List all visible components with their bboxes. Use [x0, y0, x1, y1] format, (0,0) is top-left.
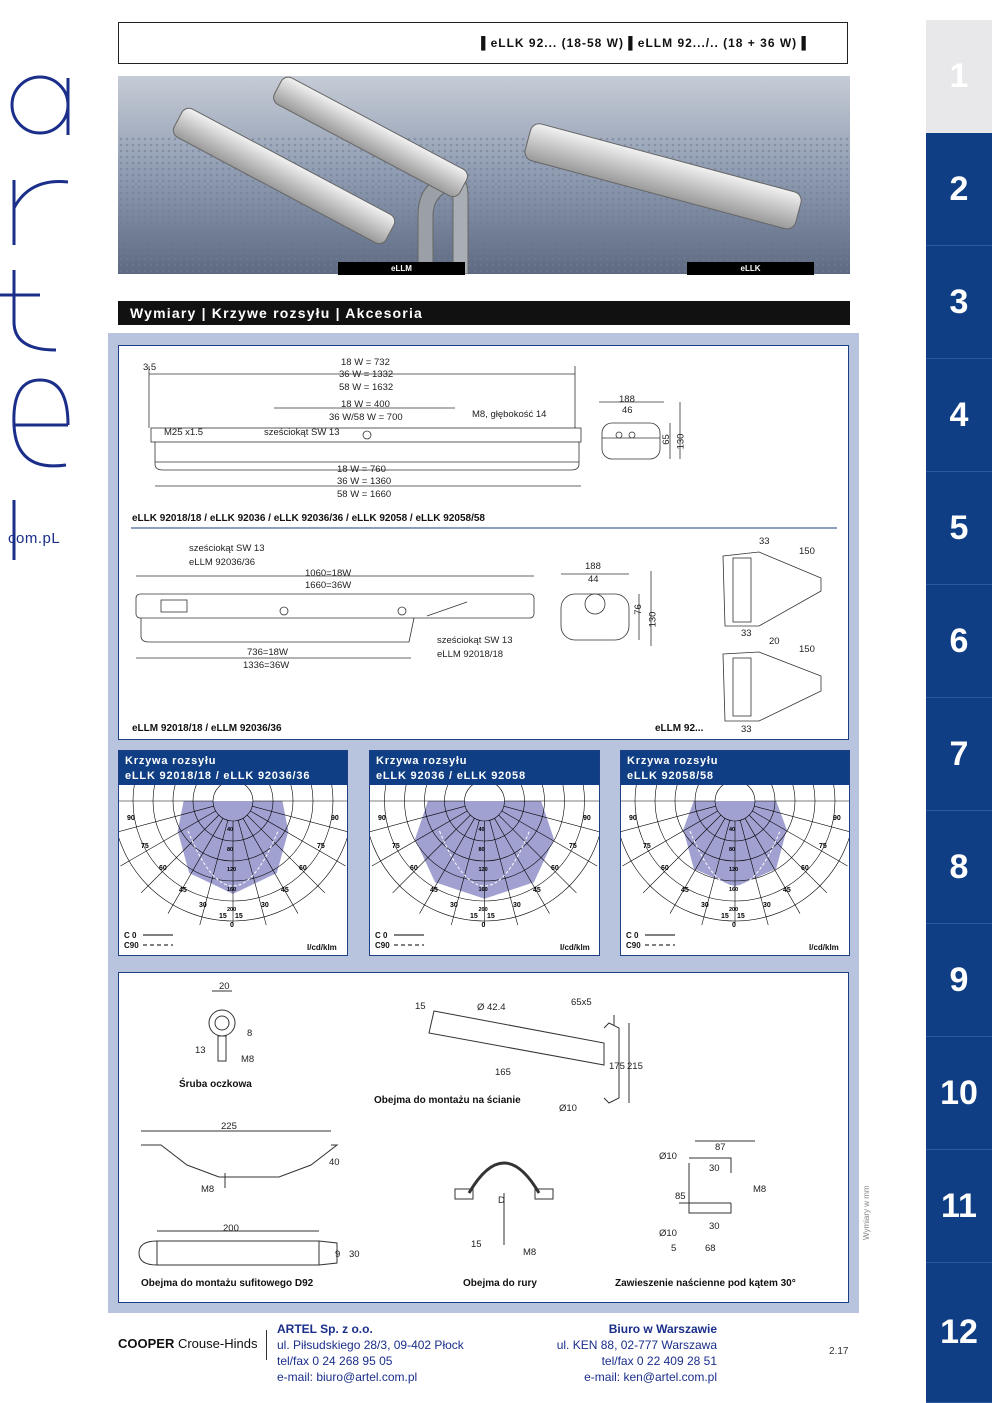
dim-length-1c: 58 W = 1632	[339, 382, 394, 393]
dim-mid-len1a: 1060=18W	[305, 568, 352, 579]
wall-dim-215: 215	[627, 1061, 643, 1072]
angle-dim-m8: M8	[753, 1184, 767, 1195]
dim-side-46: 46	[622, 405, 633, 416]
company-name: ARTEL Sp. z o.o.	[277, 1322, 373, 1336]
screw-label: Śruba oczkowa	[179, 1079, 252, 1090]
dim-detail-150a: 150	[799, 546, 815, 557]
curve-box-1	[118, 750, 348, 956]
dim-mid-130: 130	[647, 611, 659, 628]
radial-label: 200	[478, 907, 488, 913]
angle-label: 30	[450, 902, 458, 909]
screw-dim-8: 8	[247, 1028, 253, 1039]
angle-label: 90	[833, 815, 841, 822]
angle-dim-30b: 30	[709, 1221, 720, 1232]
angle-label: 90	[583, 815, 591, 822]
angle-label: 90	[378, 815, 386, 822]
curve-model-2: eLLK 92036 / eLLK 92058	[376, 770, 526, 782]
angle-label: 15	[487, 913, 495, 920]
legend-c90-3: C90	[626, 941, 641, 950]
ceil-label: Obejma do montażu sufitowego D92	[141, 1278, 314, 1289]
angle-label: 15	[235, 913, 243, 920]
angle-label: 45	[430, 887, 438, 894]
angle-dim-85: 85	[675, 1191, 686, 1202]
dim-sw13: sześciokąt SW 13	[264, 427, 340, 438]
radial-label: 160	[478, 887, 488, 893]
company-phone: tel/fax 0 24 268 95 05	[277, 1354, 393, 1368]
polar-chart-3	[621, 785, 849, 955]
angle-label: 45	[179, 887, 187, 894]
pipe-dim-15: 15	[471, 1239, 482, 1250]
units-note: Wymiary w mm	[862, 1185, 871, 1240]
wall-dim-15: 15	[415, 1001, 426, 1012]
angle-label: 15	[219, 913, 227, 920]
tab-7[interactable]: 7	[926, 698, 992, 811]
tab-4[interactable]: 4	[926, 359, 992, 472]
angle-label: 75	[643, 843, 651, 850]
photo-tag-ellk: eLLK	[687, 262, 814, 275]
photo-tag-ellm: eLLM	[338, 262, 465, 275]
brand-crouse-hinds: Crouse-Hinds	[177, 1336, 258, 1351]
dim-mid-sw13a: sześciokąt SW 13	[189, 543, 265, 554]
angle-label: 75	[819, 843, 827, 850]
angle-label: 0	[230, 922, 234, 929]
radial-label: 80	[729, 847, 736, 853]
page-header	[118, 22, 848, 64]
pipe-label: Obejma do rury	[463, 1278, 537, 1289]
dim-length-3a: 18 W = 760	[337, 464, 386, 475]
tab-8[interactable]: 8	[926, 811, 992, 924]
dim-length-2b: 36 W/58 W = 700	[329, 412, 403, 423]
legend-c90-2: C90	[375, 941, 390, 950]
curve-box-2	[369, 750, 600, 956]
unit-2: I/cd/klm	[560, 943, 590, 952]
radial-label: 160	[729, 887, 739, 893]
tab-3[interactable]: 3	[926, 246, 992, 359]
curve-title-1: Krzywa rozsyłu	[125, 755, 217, 767]
unit-3: I/cd/klm	[809, 943, 839, 952]
tab-11[interactable]: 11	[926, 1150, 992, 1263]
angle-label: 75	[141, 843, 149, 850]
legend-c0-1: C 0	[124, 931, 137, 940]
tab-12[interactable]: 12	[926, 1263, 992, 1403]
angle-label: 45	[281, 887, 289, 894]
dim-side-188: 188	[619, 394, 635, 405]
company-email[interactable]: e-mail: biuro@artel.com.pl	[277, 1370, 418, 1384]
angle-label: 60	[801, 865, 809, 872]
dim-detail-33b: 33	[741, 628, 752, 639]
angle-label: 0	[481, 922, 486, 929]
legend-c0-3: C 0	[626, 931, 639, 940]
dim-length-2a: 18 W = 400	[341, 399, 390, 410]
pipe-dim-m8: M8	[523, 1247, 537, 1258]
radial-label: 160	[227, 887, 237, 893]
radial-label: 80	[478, 847, 485, 853]
dim-mid-len2a: 736=18W	[247, 647, 288, 658]
page-number: 2.17	[829, 1346, 849, 1357]
artel-logo	[0, 60, 100, 560]
angle-label: 45	[533, 887, 541, 894]
angle-label: 75	[569, 843, 577, 850]
angle-label: 15	[470, 913, 478, 920]
caption-ellk: eLLK 92018/18 / eLLK 92036 / eLLK 92036/36 / eLLK 92058 / eLLK 92058/58	[132, 513, 485, 524]
angle-label: 15	[737, 913, 745, 920]
angle-label: 45	[783, 887, 791, 894]
radial-label: 200	[227, 907, 237, 913]
angle-label: 0	[732, 922, 736, 929]
unit-1: I/cd/klm	[307, 943, 337, 952]
tab-5[interactable]: 5	[926, 472, 992, 585]
dim-mid-len2b: 1336=36W	[243, 660, 290, 671]
dim-m8: M8, głębokość 14	[472, 409, 547, 420]
angle-label: Zawieszenie naścienne pod kątem 30°	[615, 1278, 796, 1289]
dim-detail-150b: 150	[799, 644, 815, 655]
brand-cooper: COOPER	[118, 1336, 175, 1351]
curve-model-3: eLLK 92058/58	[627, 770, 714, 782]
tab-10[interactable]: 10	[926, 1037, 992, 1150]
angle-label: 75	[392, 843, 400, 850]
dim-mid-44: 44	[588, 574, 599, 585]
angle-label: 30	[199, 902, 207, 909]
curve-model-1: eLLK 92018/18 / eLLK 92036/36	[125, 770, 311, 782]
radial-label: 80	[227, 847, 234, 853]
tab-9[interactable]: 9	[926, 924, 992, 1037]
angle-label: 30	[261, 902, 269, 909]
radial-label: 120	[478, 867, 488, 873]
product-photo	[118, 76, 850, 274]
accessories-box	[118, 972, 849, 1303]
angle-label: 75	[317, 843, 325, 850]
angle-dim-5: 5	[671, 1243, 677, 1254]
radial-label: 200	[729, 907, 739, 913]
screw-dim-20: 20	[219, 981, 230, 992]
dim-side-130: 130	[675, 433, 687, 450]
accessory-drawings	[119, 973, 850, 1304]
tab-1[interactable]: 1	[926, 20, 992, 133]
angle-label: 30	[513, 902, 521, 909]
angle-label: 60	[410, 865, 418, 872]
angle-label: 30	[701, 902, 709, 909]
tab-6[interactable]: 6	[926, 585, 992, 698]
dim-detail-33c: 33	[741, 724, 752, 735]
dim-3-5: 3.5	[143, 362, 157, 373]
company-address: ul. Piłsudskiego 28/3, 09-402 Płock	[277, 1338, 464, 1352]
angle-label: 60	[551, 865, 559, 872]
angle-label: 90	[127, 815, 135, 822]
angle-dim-68: 68	[705, 1243, 716, 1254]
ceil-dim-40: 40	[329, 1157, 340, 1168]
curve-header-2	[370, 751, 599, 785]
angle-dim-d10a: Ø10	[659, 1151, 677, 1162]
dim-length-3c: 58 W = 1660	[337, 489, 392, 500]
curve-box-3	[620, 750, 850, 956]
wall-dim-65x5: 65x5	[571, 997, 592, 1008]
polar-chart-1	[119, 785, 347, 955]
dim-m25: M25 x1.5	[164, 427, 204, 438]
angle-label: 15	[721, 913, 729, 920]
dim-length-1a: 18 W = 732	[341, 357, 390, 368]
wall-dim-175: 175	[609, 1061, 625, 1072]
screw-dim-13: 13	[195, 1045, 206, 1056]
logo-subtext: com.pL	[8, 530, 61, 547]
dim-mid-76: 76	[632, 604, 644, 615]
dim-mid-model-b: eLLM 92018/18	[437, 649, 504, 660]
legend-c90-1: C90	[124, 941, 139, 950]
dim-mid-sw13b: sześciokąt SW 13	[437, 635, 513, 646]
dim-length-1b: 36 W = 1332	[339, 369, 394, 380]
angle-label: 90	[629, 815, 637, 822]
curve-title-3: Krzywa rozsyłu	[627, 755, 719, 767]
tab-2[interactable]: 2	[926, 133, 992, 246]
angle-label: 45	[681, 887, 689, 894]
ceil-dim-9: 9	[335, 1249, 341, 1260]
legend-c0-2: C 0	[375, 931, 388, 940]
angle-dim-30a: 30	[709, 1163, 720, 1174]
dim-detail-20: 20	[769, 636, 780, 647]
angle-label: 60	[299, 865, 307, 872]
radial-label: 120	[227, 867, 237, 873]
wall-label: Obejma do montażu na ścianie	[374, 1095, 521, 1106]
angle-dim-d10b: Ø10	[659, 1228, 677, 1239]
ceil-dim-200: 200	[223, 1223, 239, 1234]
angle-label: 90	[331, 815, 339, 822]
ceil-dim-m8: M8	[201, 1184, 215, 1195]
office-address: ul. KEN 88, 02-777 Warszawa	[556, 1338, 717, 1352]
dim-mid-len1b: 1660=36W	[305, 580, 352, 591]
office-email[interactable]: e-mail: ken@artel.com.pl	[584, 1370, 717, 1384]
angle-label: 60	[661, 865, 669, 872]
radial-label: 40	[729, 827, 736, 833]
radial-label: 40	[227, 827, 234, 833]
caption-ellm-detail: eLLM 92...	[655, 723, 704, 734]
wall-dim-d42: Ø 42.4	[477, 1002, 506, 1013]
angle-label: 30	[763, 902, 771, 909]
curve-title-2: Krzywa rozsyłu	[376, 755, 468, 767]
angle-dim-87: 87	[715, 1142, 726, 1153]
product-range-title: ▌eLLK 92... (18-58 W) ▌eLLM 92.../.. (18 + 36 W) ▌	[481, 36, 811, 50]
screw-dim-m8: M8	[241, 1054, 255, 1065]
cooper-logo	[118, 1336, 257, 1351]
dim-side-65: 65	[660, 434, 672, 445]
dim-mid-model-a: eLLM 92036/36	[189, 557, 256, 568]
dimensions-box	[118, 345, 849, 740]
footer-divider	[266, 1330, 267, 1360]
polar-chart-2	[370, 785, 599, 955]
ceil-dim-30: 30	[349, 1249, 360, 1260]
angle-label: 60	[159, 865, 167, 872]
wall-dim-165: 165	[495, 1067, 511, 1078]
dim-length-3b: 36 W = 1360	[337, 476, 392, 487]
caption-ellm: eLLM 92018/18 / eLLM 92036/36	[132, 723, 282, 734]
dim-detail-33a: 33	[759, 536, 770, 547]
section-title: Wymiary | Krzywe rozsyłu | Akcesoria	[118, 301, 850, 325]
curve-header-3	[621, 751, 849, 785]
wall-dim-d10: Ø10	[559, 1103, 577, 1114]
radial-label: 120	[729, 867, 739, 873]
pipe-dim-d: D	[498, 1195, 505, 1206]
office-name: Biuro w Warszawie	[608, 1322, 717, 1336]
radial-label: 40	[478, 827, 485, 833]
curve-header-1	[119, 751, 347, 785]
dim-mid-188: 188	[585, 561, 601, 572]
ceil-dim-225: 225	[221, 1121, 237, 1132]
office-phone: tel/fax 0 22 409 28 51	[601, 1354, 717, 1368]
